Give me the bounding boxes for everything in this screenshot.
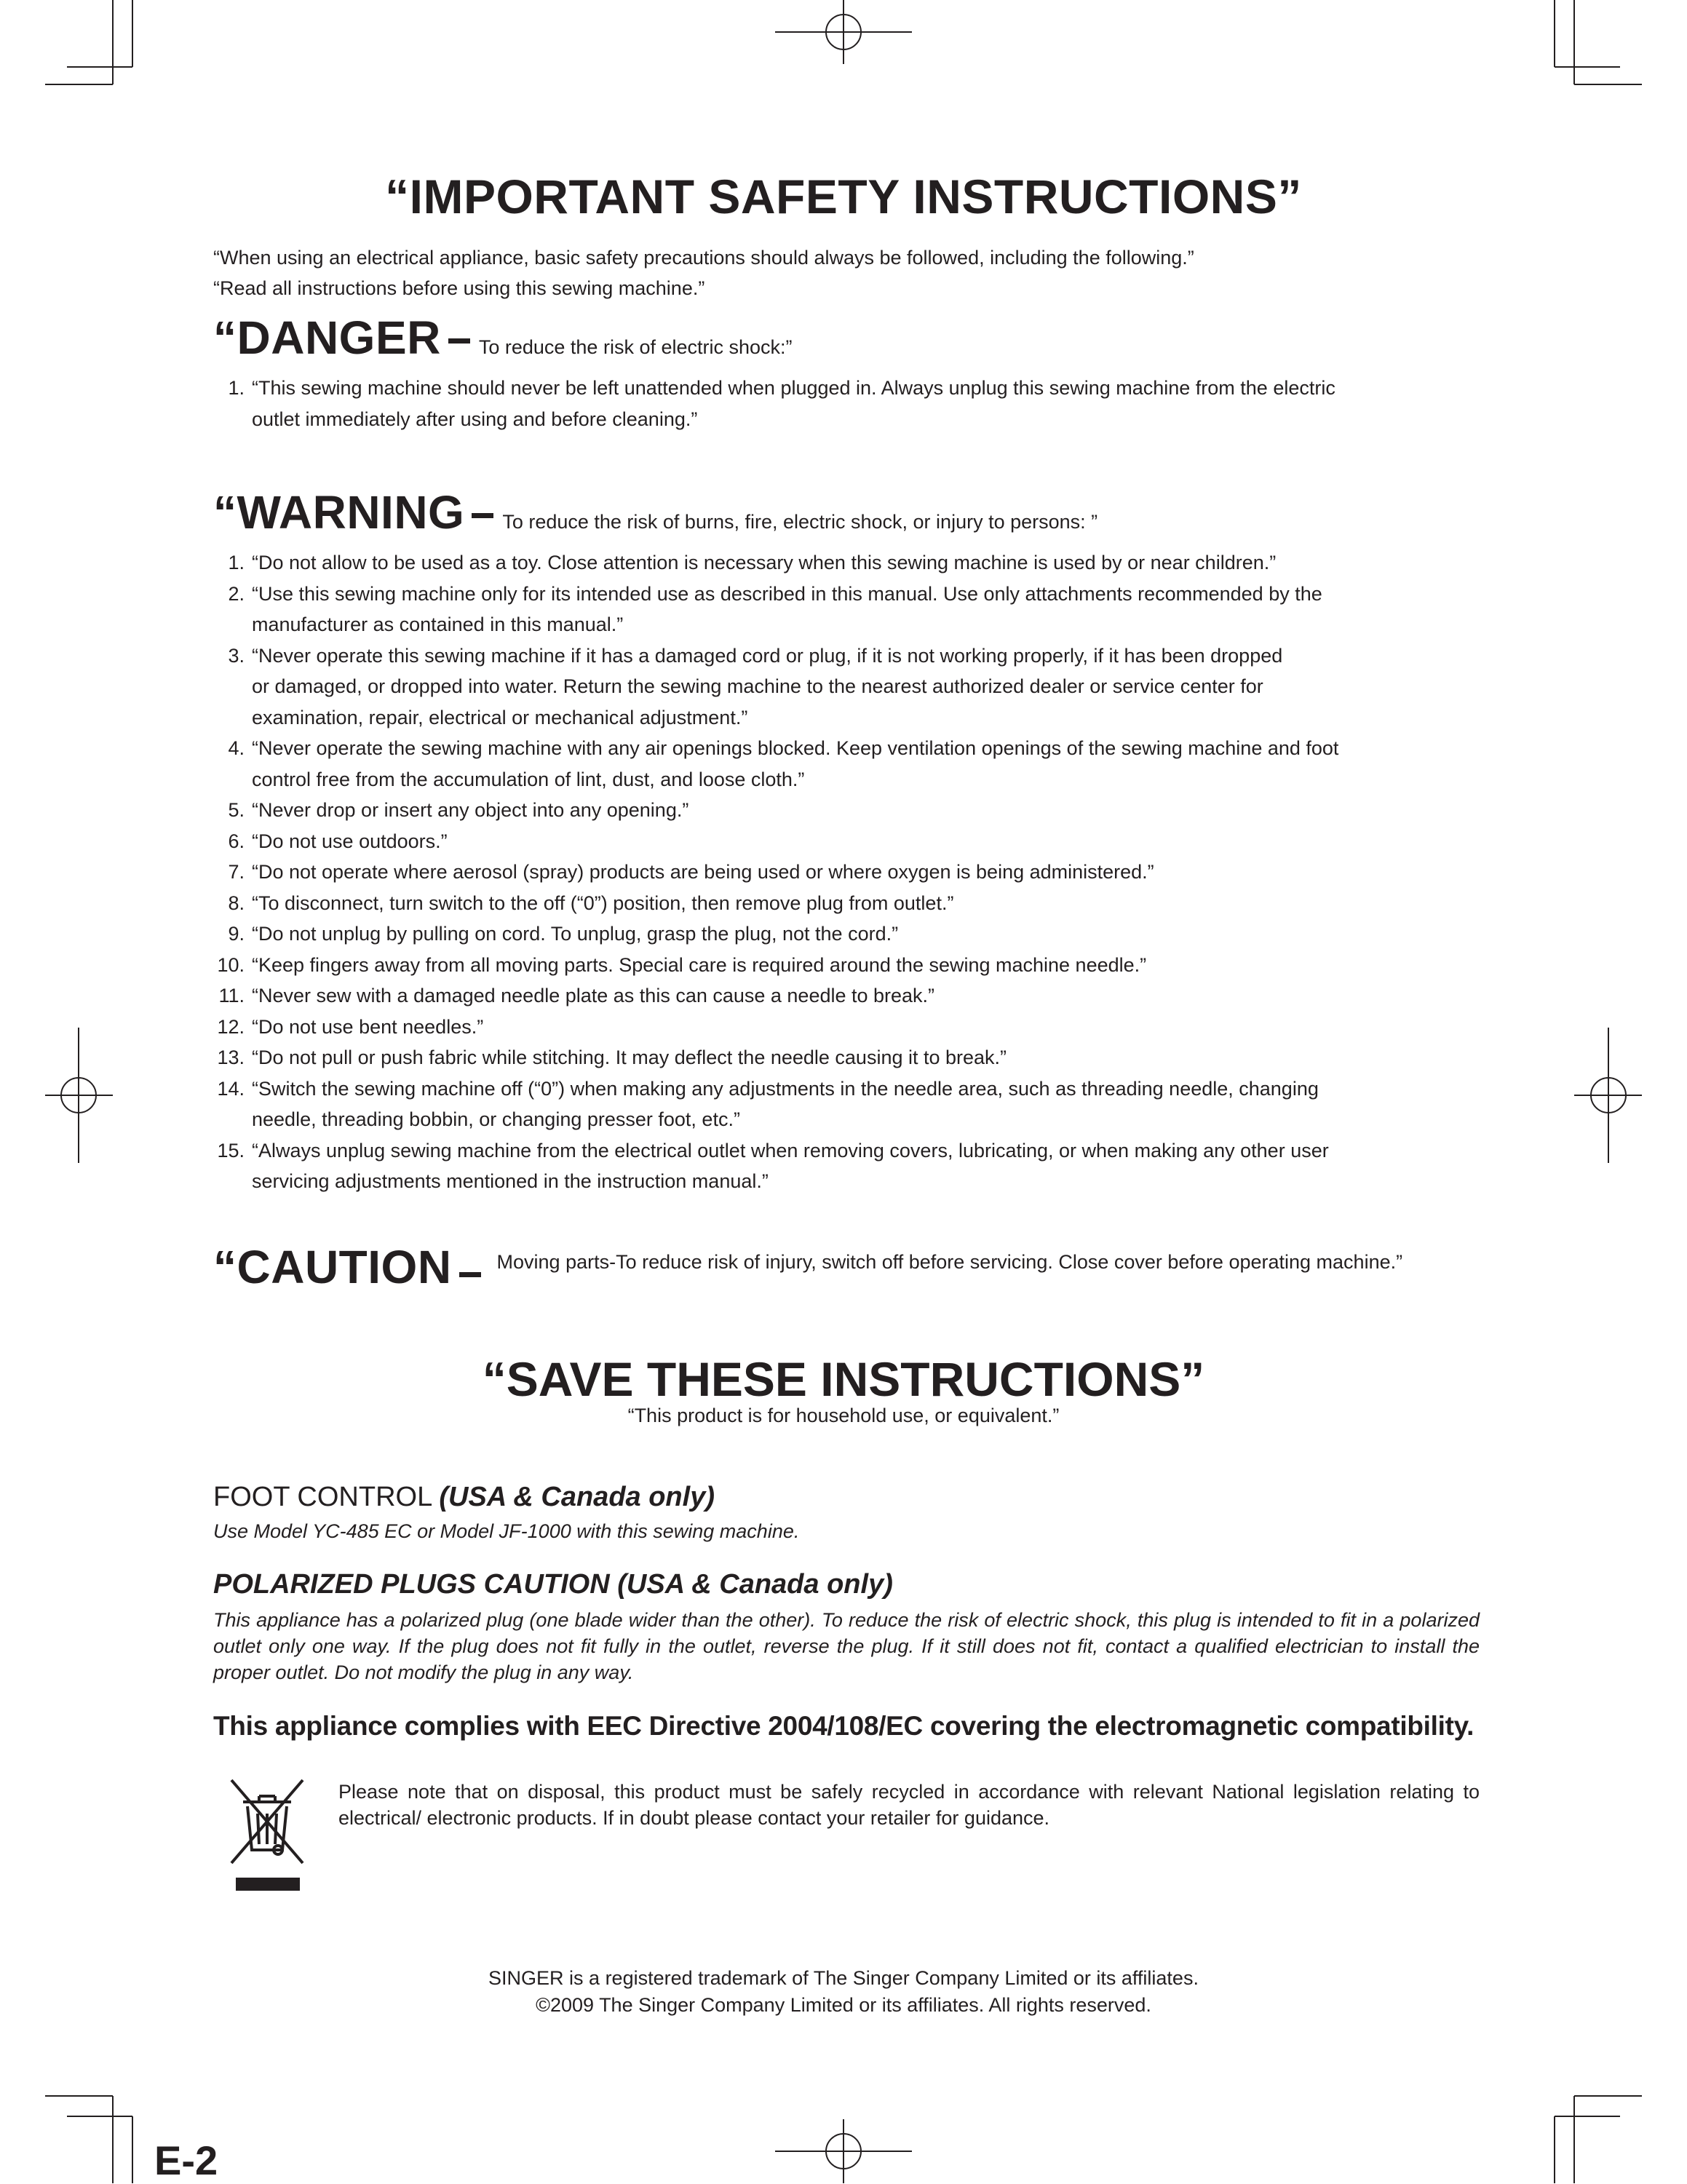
intro-line: “Read all instructions before using this sewing machine.” bbox=[213, 277, 705, 299]
list-item bbox=[213, 795, 1480, 826]
item-line: “Never sew with a damaged needle plate as this can cause a needle to break.” bbox=[252, 985, 935, 1006]
heading-dash bbox=[459, 1272, 481, 1277]
item-number: 11. bbox=[218, 985, 245, 1006]
item-line: control free from the accumulation of lint, dust, and loose cloth.” bbox=[252, 768, 805, 790]
item-number: 6. bbox=[228, 830, 245, 852]
item-line: servicing adjustments mentioned in the instruction manual.” bbox=[252, 1170, 769, 1192]
item-line: “Use this sewing machine only for its intended use as described in this manual. Use only attachments recommended by the bbox=[252, 582, 1322, 605]
item-line: “To disconnect, turn switch to the off (“0”) position, then remove plug from outlet.” bbox=[252, 892, 954, 914]
list-item bbox=[213, 1042, 1480, 1073]
eec-compliance-statement: This appliance complies with EEC Directive 2004/108/EC covering the electromagnetic compatibility. bbox=[213, 1711, 1474, 1741]
item-number: 9. bbox=[228, 923, 245, 945]
foot-control-title bbox=[213, 1482, 715, 1513]
warning-description: To reduce the risk of burns, fire, electric shock, or injury to persons: ” bbox=[502, 511, 1098, 533]
page-title: “IMPORTANT SAFETY INSTRUCTIONS” bbox=[385, 170, 1302, 223]
list-item bbox=[213, 640, 1480, 734]
item-number: 3. bbox=[228, 644, 245, 667]
caution-word: “CAUTION bbox=[213, 1241, 452, 1293]
item-line: outlet immediately after using and before cleaning.” bbox=[252, 408, 698, 430]
save-instructions-title: “SAVE THESE INSTRUCTIONS” bbox=[482, 1352, 1205, 1406]
item-line: “Never drop or insert any object into any opening.” bbox=[252, 799, 689, 821]
list-item bbox=[213, 1012, 1480, 1043]
page-number: E-2 bbox=[154, 2137, 218, 2183]
danger-word: “DANGER bbox=[213, 311, 441, 364]
item-number: 12. bbox=[217, 1015, 245, 1038]
item-line: “Do not allow to be used as a toy. Close attention is necessary when this sewing machine is used by or near children.” bbox=[252, 552, 1277, 573]
item-line: “Do not use outdoors.” bbox=[252, 830, 448, 852]
list-item bbox=[213, 547, 1480, 579]
list-item bbox=[213, 1135, 1480, 1197]
item-number: 1. bbox=[228, 377, 245, 399]
list-item bbox=[213, 950, 1480, 981]
item-number: 7. bbox=[228, 861, 245, 883]
list-item bbox=[213, 980, 1480, 1012]
list-item bbox=[213, 918, 1480, 950]
foot-control-text: Use Model YC-485 EC or Model JF-1000 with this sewing machine. bbox=[213, 1520, 800, 1542]
item-line: “Never operate the sewing machine with any air openings blocked. Keep ventilation openings of the sewing machine and foot bbox=[252, 737, 1339, 759]
item-line: examination, repair, electrical or mechanical adjustment.” bbox=[252, 706, 748, 728]
polarized-plugs-title: POLARIZED PLUGS CAUTION (USA & Canada only) bbox=[213, 1569, 893, 1600]
copyright-line: ©2009 The Singer Company Limited or its affiliates. All rights reserved. bbox=[536, 1994, 1151, 2016]
foot-control-label: FOOT CONTROL bbox=[213, 1482, 432, 1512]
item-number: 1. bbox=[228, 552, 245, 573]
list-item bbox=[213, 888, 1480, 919]
item-line: “Switch the sewing machine off (“0”) when making any adjustments in the needle area, such as threading needle, changing bbox=[252, 1077, 1319, 1100]
disposal-notice: Please note that on disposal, this product must be safely recycled in accordance with relevant National legislation relating to electrical/ electronic products. If in doubt please contact your retailer for guidance. bbox=[338, 1781, 1480, 1829]
list-item bbox=[213, 857, 1480, 888]
item-number: 5. bbox=[228, 799, 245, 821]
heading-dash bbox=[448, 338, 470, 344]
item-number: 8. bbox=[228, 892, 245, 914]
trademark-footer bbox=[0, 1965, 1687, 2019]
warning-word: “WARNING bbox=[213, 486, 465, 539]
save-instructions-subtitle: “This product is for household use, or equivalent.” bbox=[627, 1405, 1060, 1426]
item-line: “Do not pull or push fabric while stitching. It may deflect the needle causing it to break.” bbox=[252, 1047, 1007, 1068]
trademark-line: SINGER is a registered trademark of The Singer Company Limited or its affiliates. bbox=[488, 1967, 1199, 1989]
item-number: 4. bbox=[228, 737, 245, 759]
list-item bbox=[213, 373, 1480, 434]
danger-heading bbox=[213, 311, 793, 365]
item-line: needle, threading bobbin, or changing presser foot, etc.” bbox=[252, 1108, 740, 1130]
item-line: “Do not use bent needles.” bbox=[252, 1015, 484, 1038]
intro-line: “When using an electrical appliance, basic safety precautions should always be followed, including the following.” bbox=[213, 247, 1194, 269]
item-line: “Do not unplug by pulling on cord. To unplug, grasp the plug, not the cord.” bbox=[252, 923, 899, 945]
item-line: “Never operate this sewing machine if it has a damaged cord or plug, if it is not working properly, if it has been dropped bbox=[252, 644, 1283, 667]
warning-list bbox=[213, 547, 1480, 1197]
item-line: “Keep fingers away from all moving parts. Special care is required around the sewing machine needle.” bbox=[252, 953, 1147, 976]
item-line: “This sewing machine should never be left unattended when plugged in. Always unplug this sewing machine from the electric bbox=[252, 377, 1335, 399]
foot-control-region: (USA & Canada only) bbox=[439, 1482, 715, 1512]
caution-description: Moving parts-To reduce risk of injury, switch off before servicing. Close cover before operating machine.” bbox=[496, 1251, 1403, 1273]
list-item bbox=[213, 826, 1480, 857]
list-item bbox=[213, 579, 1480, 640]
item-line: or damaged, or dropped into water. Return the sewing machine to the nearest authorized dealer or service center for bbox=[252, 675, 1263, 697]
heading-dash bbox=[472, 513, 493, 518]
item-number: 2. bbox=[228, 582, 245, 605]
list-item bbox=[213, 1073, 1480, 1135]
item-number: 15. bbox=[217, 1139, 245, 1162]
danger-description: To reduce the risk of electric shock:” bbox=[478, 336, 793, 358]
item-line: manufacturer as contained in this manual.” bbox=[252, 613, 624, 635]
list-item bbox=[213, 733, 1480, 795]
polarized-plugs-text: This appliance has a polarized plug (one blade wider than the other). To reduce the risk of electric shock, this plug is intended to fit in a polarized outlet only one way. If the plug does not fit fully in the outlet, reverse the plug. If it still does not fit, contact a qualified electrician to install the proper outlet. Do not modify the plug in any way. bbox=[213, 1609, 1480, 1683]
item-line: “Do not operate where aerosol (spray) products are being used or where oxygen is being administered.” bbox=[252, 861, 1154, 883]
item-number: 14. bbox=[217, 1077, 245, 1100]
caution-heading bbox=[213, 1241, 1480, 1294]
item-number: 10. bbox=[217, 953, 245, 976]
crossed-out-wheelie-bin-icon bbox=[227, 1774, 307, 1891]
danger-list bbox=[213, 373, 1480, 434]
item-number: 13. bbox=[217, 1047, 245, 1068]
warning-heading bbox=[213, 485, 1097, 539]
item-line: “Always unplug sewing machine from the electrical outlet when removing covers, lubricating, or when making any other user bbox=[252, 1139, 1329, 1162]
intro-text bbox=[213, 242, 1194, 303]
